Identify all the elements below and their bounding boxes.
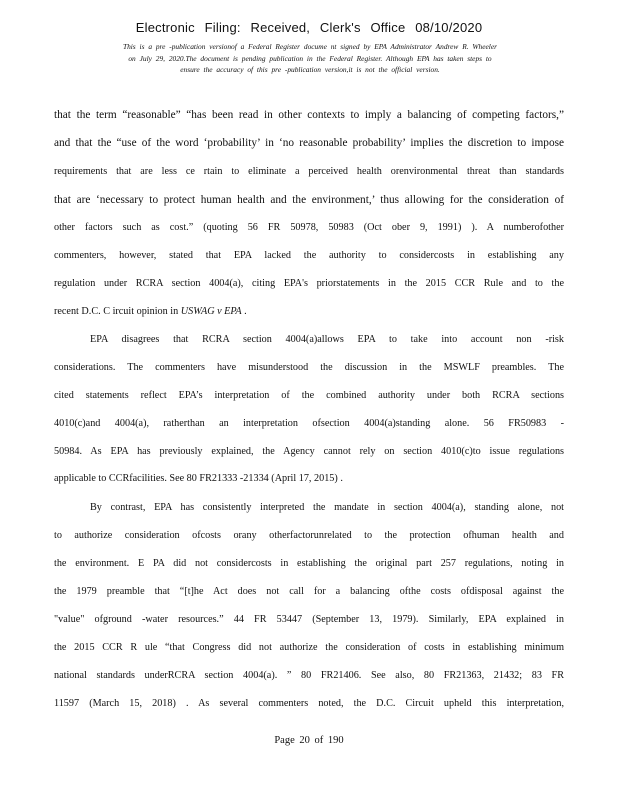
body-line: the 2015 CCR R ule “that Congress did not authorize the consideration of costs in establishing minimum: [54, 642, 564, 653]
body-line: 4010(c)and 4004(a), ratherthan an interpretation ofsection 4004(a)standing alone. 56 FR50983 -: [54, 418, 564, 429]
prepublication-disclaimer: [70, 41, 550, 76]
body-line: "value" ofground -water resources.” 44 FR 53447 (September 13, 1979). Similarly, EPA explained in: [54, 614, 564, 625]
body-line: applicable to CCRfacilities. See 80 FR21333 -21334 (April 17, 2015) .: [54, 473, 343, 484]
body-line: [54, 305, 564, 319]
body-line: By contrast, EPA has consistently interpreted the mandate in section 4004(a), standing alone, not: [90, 502, 564, 513]
body-line: to authorize consideration ofcosts orany otherfactorunrelated to the protection ofhuman health and: [54, 530, 564, 541]
body-line: that are ‘necessary to protect human health and the environment,’ thus allowing for the consideration of: [54, 194, 564, 206]
citation-period: .: [244, 306, 247, 317]
disclaimer-line: on July 29, 2020.The document is pending publication in the Federal Register. Although EPA has taken steps to: [128, 53, 492, 63]
body-line: regulation under RCRA section 4004(a), citing EPA's priorstatements in the 2015 CCR Rule and to the: [54, 278, 564, 289]
body-line: cited statements reflect EPA’s interpretation of the combined authority under both RCRA sections: [54, 390, 564, 401]
body-line: 50984. As EPA has previously explained, the Agency cannot rely on section 4010(c)to issue regulations: [54, 446, 564, 457]
filing-stamp: Electronic Filing: Received, Clerk's Office 08/10/2020: [135, 20, 483, 35]
body-line: national standards underRCRA section 4004(a). ” 80 FR21406. See also, 80 FR21363, 21432; 83 FR: [54, 670, 564, 681]
body-line: the 1979 preamble that “[t]he Act does not call for a balancing ofthe costs ofdisposal against the: [54, 586, 564, 597]
body-line: that the term “reasonable” “has been read in other contexts to imply a balancing of competing factors,”: [54, 109, 564, 121]
body-line: other factors such as cost.” (quoting 56 FR 50978, 50983 (Oct ober 9, 1991) ). A numberofother: [54, 222, 564, 233]
disclaimer-line: ensure the accuracy of this pre -publication version,it is not the official version.: [180, 65, 440, 74]
body-line-text: recent D.C. C ircuit opinion in: [54, 306, 179, 317]
body-line: EPA disagrees that RCRA section 4004(a)allows EPA to take into account non -risk: [90, 334, 564, 345]
body-line: 11597 (March 15, 2018) . As several commenters noted, the D.C. Circuit upheld this interpretation,: [54, 698, 564, 709]
page-number: Page 20 of 190: [274, 735, 344, 746]
body-line: the environment. E PA did not considercosts in establishing the original part 257 regulations, noting in: [54, 558, 564, 569]
disclaimer-line: This is a pre -publication versionof a Federal Register docume nt signed by EPA Administrator Andrew R. Wheeler: [122, 42, 498, 51]
body-line: and that the “use of the word ‘probability’ in ‘no reasonable probability’ implies the discretion to impose: [54, 137, 564, 149]
body-line: considerations. The commenters have misunderstood the discussion in the MSWLF preambles. The: [54, 362, 564, 373]
body-line: requirements that are less ce rtain to eliminate a perceived health orenvironmental threat than standards: [54, 166, 564, 177]
case-citation: USWAG v EPA: [180, 306, 242, 317]
body-line: commenters, however, stated that EPA lacked the authority to considercosts in establishing any: [54, 250, 564, 261]
